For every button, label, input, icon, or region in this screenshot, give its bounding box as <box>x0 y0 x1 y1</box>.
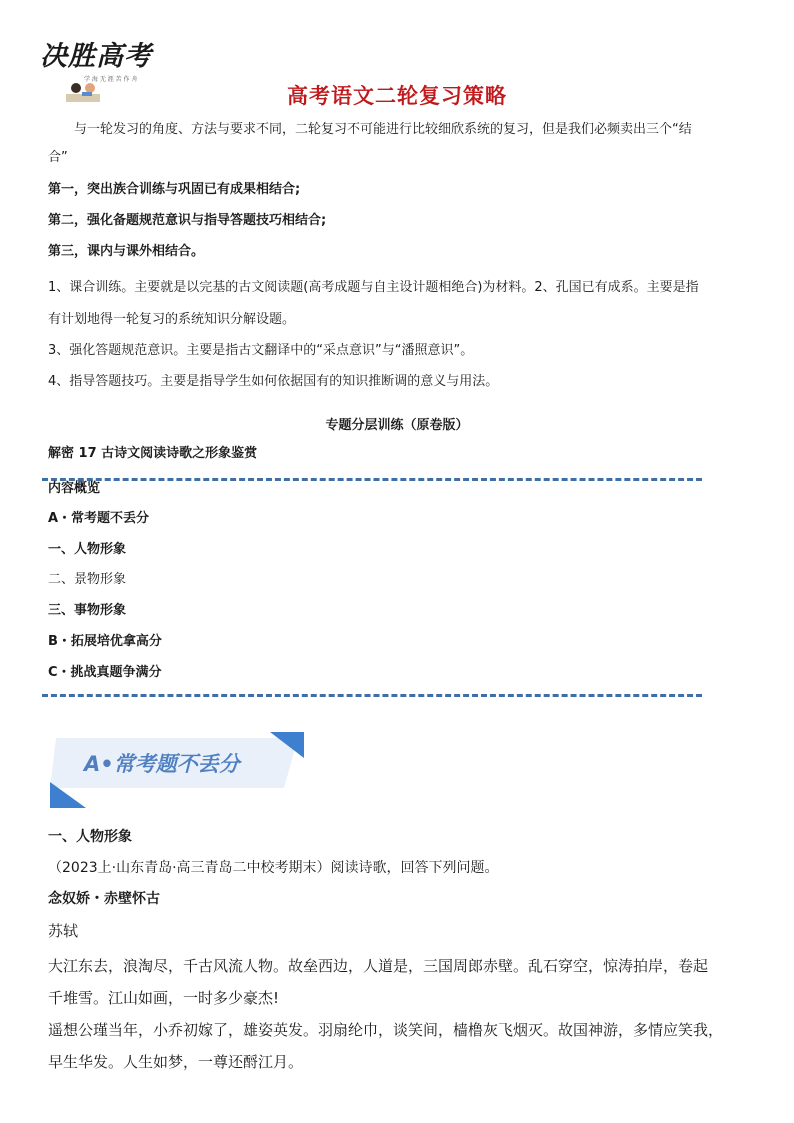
section-banner-label: A•常考题不丢分 <box>84 752 240 776</box>
poem-line-1: 大江东去，浪淘尽，千古风流人物。故垒西边，人道是，三国周郎赤壁。乱石穿空，惊涛拍岸，卷起 <box>48 957 709 975</box>
item-3: 3、强化答题规范意识。主要是指古文翻译中的“采点意识”与“潘照意识”。 <box>48 343 474 358</box>
unit-title: 解密 17 古诗文阅读诗歌之形象鉴赏 <box>48 446 258 461</box>
section-1-heading: 一、人物形象 <box>48 829 132 845</box>
intro-paragraph <box>48 116 758 172</box>
logo-subtitle: 学 海 无 涯 苦 作 舟 <box>84 76 138 83</box>
dashed-divider-bottom <box>42 694 702 697</box>
logo-text: 决胜高考 <box>40 41 152 72</box>
poem-title: 念奴娇・赤壁怀古 <box>48 891 160 907</box>
strategy-point-1: 第一，突出族合训练与巩固已有成果相结合; <box>48 182 301 197</box>
item-1 <box>48 272 760 336</box>
item-1-line-1: 1、课合训练。主要就是以完基的古文阅读题(高考成题与自主设计题相绝合)为材料。2、孔国已有成系。主要是指 <box>48 280 699 295</box>
section-header: 专题分层训练（原卷版） <box>325 418 469 433</box>
overview-item-1: 一、人物形象 <box>48 542 127 557</box>
poem-line-3: 遥想公瑾当年，小乔初嫁了，雄姿英发。羽扇纶巾，谈笑间，樯橹灰飞烟灭。故国神游，多情应笑我， <box>48 1021 724 1039</box>
intro-line-2: 合” <box>48 150 68 165</box>
overview-item-3: 三、事物形象 <box>48 603 127 618</box>
intro-line-1: 与一轮发习的角度、方法与要求不同，二轮复习不可能进行比较细欣系统的复习，但是我们必频卖出三个“结 <box>74 122 692 137</box>
poem-body <box>48 950 760 1078</box>
item-1-line-2: 有计划地得一轮复习的系统知识分解设题。 <box>48 312 296 327</box>
question-source: （2023上·山东青岛·高三青岛二中校考期末）阅读诗歌，回答下列问题。 <box>48 860 499 876</box>
poem-line-4: 早生华发。人生如梦，一尊还酹江月。 <box>48 1053 304 1071</box>
page-title: 高考语文二轮复习策略 <box>287 84 507 108</box>
overview-item-2: 二、景物形象 <box>48 572 127 587</box>
overview-item-c: C・挑战真题争满分 <box>48 665 162 680</box>
poem-line-2: 千堆雪。江山如画，一时多少豪杰! <box>48 989 280 1007</box>
strategy-point-2: 第二，强化备题规范意识与指导答题技巧相结合; <box>48 213 327 228</box>
item-4: 4、指导答题技巧。主要是指导学生如何依据国有的知识推断调的意义与用法。 <box>48 374 499 389</box>
overview-item-b: B・拓展培优拿高分 <box>48 634 162 649</box>
strategy-point-3: 第三，课内与课外相结合。 <box>48 244 205 259</box>
poem-author: 苏轼 <box>48 922 79 940</box>
overview-item-a: A・常考题不丢分 <box>48 511 150 526</box>
overview-heading: 内容概览 <box>48 481 101 496</box>
